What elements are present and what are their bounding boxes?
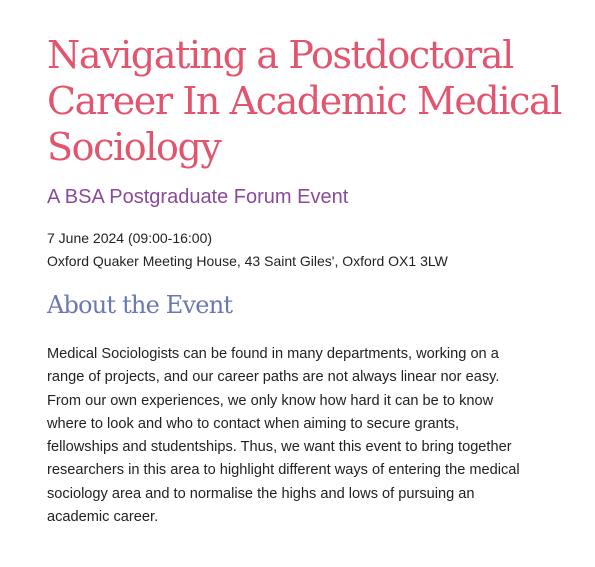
event-date: 7 June 2024 (09:00-16:00): [47, 230, 213, 246]
about-paragraph-line: researchers in this area to highlight different ways of entering the medical: [47, 462, 520, 479]
event-meta: [47, 227, 448, 273]
event-venue: Oxford Quaker Meeting House, 43 Saint Giles', Oxford OX1 3LW: [47, 253, 448, 269]
about-paragraph: [47, 343, 562, 529]
about-paragraph-line: sociology area and to normalise the highs and lows of pursuing an: [47, 485, 475, 502]
event-title-line: Navigating a Postdoctoral: [47, 33, 513, 77]
event-subtitle: A BSA Postgraduate Forum Event: [47, 186, 349, 208]
about-heading: About the Event: [47, 291, 233, 319]
about-paragraph-line: Medical Sociologists can be found in many departments, working on a: [47, 346, 499, 362]
event-title-line: Career In Academic Medical: [47, 79, 561, 123]
event-title: [47, 32, 572, 170]
clipped-text-line: [142, 12, 402, 22]
about-paragraph-line: where to look and who to contact when aiming to secure grants,: [47, 415, 460, 432]
about-paragraph-line: From our own experiences, we only know how hard it can be to know: [47, 392, 494, 409]
about-paragraph-line: range of projects, and our career paths are not always linear nor easy.: [47, 369, 500, 386]
about-paragraph-line: fellowships and studentships. Thus, we want this event to bring together: [47, 439, 512, 456]
about-paragraph-line: academic career.: [47, 509, 159, 526]
event-title-line: Sociology: [47, 125, 221, 169]
